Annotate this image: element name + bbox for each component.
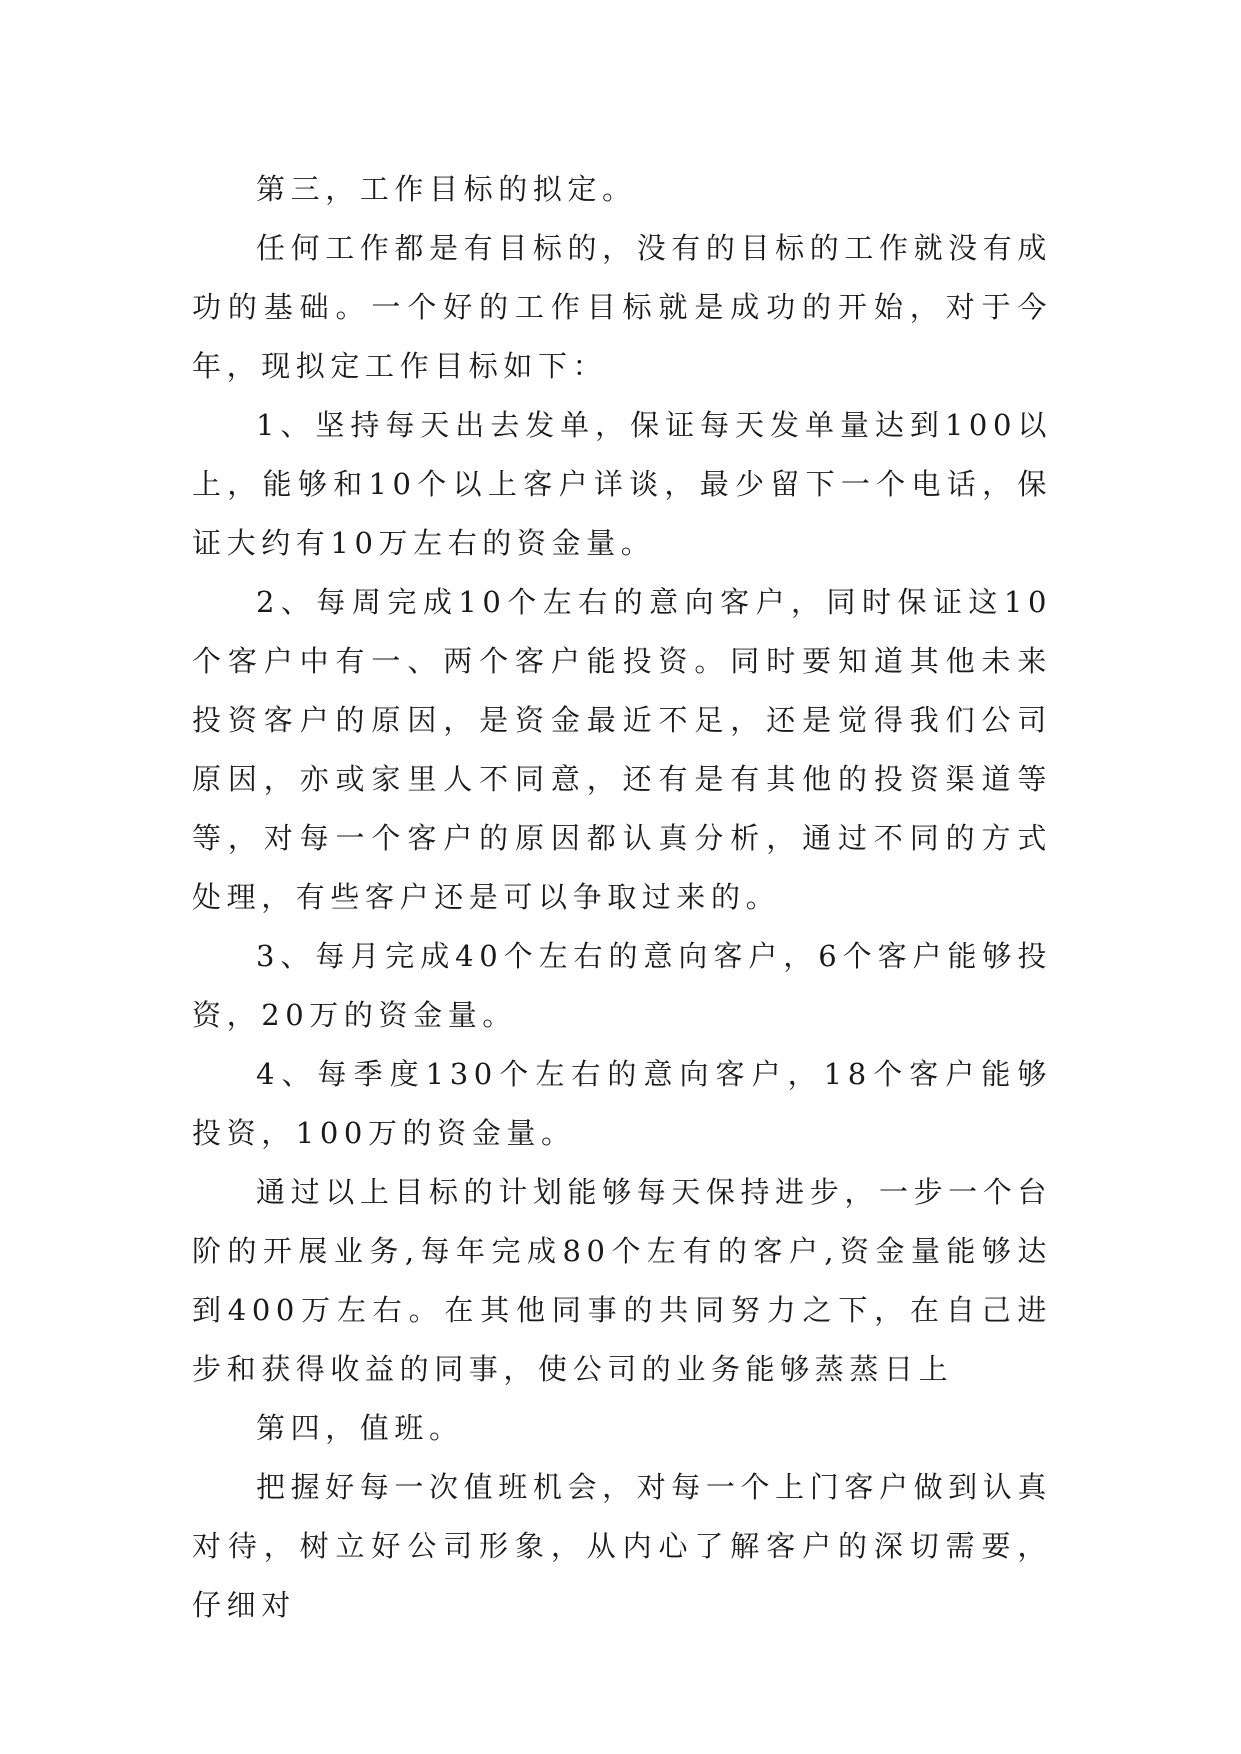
paragraph-duty: 把握好每一次值班机会，对每一个上门客户做到认真对待，树立好公司形象，从内心了解客户的深切需要，仔细对 [192, 1470, 1052, 1622]
paragraph-goal-quarterly: 4、每季度130个左右的意向客户，18个客户能够投资，100万的资金量。 [192, 1057, 1052, 1150]
paragraph-goal-intro: 任何工作都是有目标的，没有的目标的工作就没有成功的基础。一个好的工作目标就是成功的开始，对于今年，现拟定工作目标如下： [192, 231, 1052, 383]
paragraph-section-four-heading: 第四，值班。 [256, 1411, 464, 1445]
paragraph-section-three-heading: 第三，工作目标的拟定。 [256, 172, 637, 206]
document-body [192, 160, 1052, 1635]
paragraph-goal-summary: 通过以上目标的计划能够每天保持进步，一步一个台阶的开展业务,每年完成80个左有的客户,资金量能够达到400万左右。在其他同事的共同努力之下，在自己进步和获得收益的同事，使公司的业务能够蒸蒸日上 [192, 1175, 1052, 1386]
paragraph-goal-weekly: 2、每周完成10个左右的意向客户，同时保证这10个客户中有一、两个客户能投资。同时要知道其他未来投资客户的原因，是资金最近不足，还是觉得我们公司原因，亦或家里人不同意，还有是有其他的投资渠道等等，对每一个客户的原因都认真分析，通过不同的方式处理，有些客户还是可以争取过来的。 [192, 585, 1052, 914]
paragraph-goal-daily: 1、坚持每天出去发单，保证每天发单量达到100以上，能够和10个以上客户详谈，最少留下一个电话，保证大约有10万左右的资金量。 [192, 408, 1052, 560]
paragraph-goal-monthly: 3、每月完成40个左右的意向客户，6个客户能够投资，20万的资金量。 [192, 939, 1052, 1032]
